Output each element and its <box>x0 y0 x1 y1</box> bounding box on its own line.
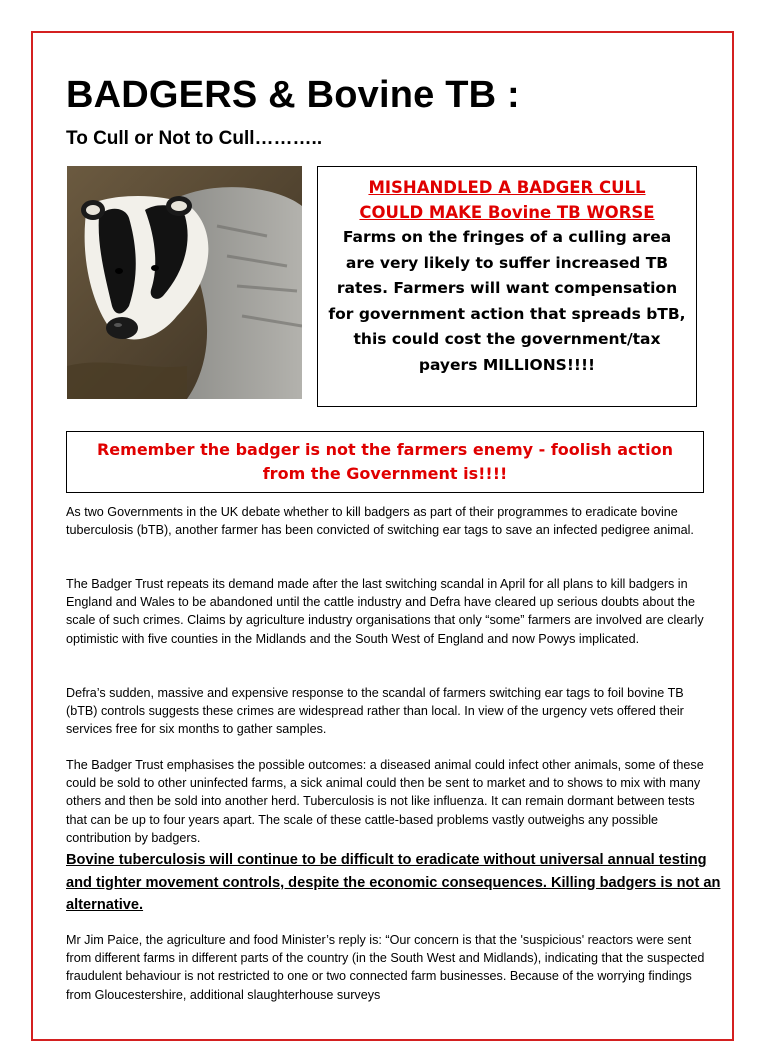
page-title: BADGERS & Bovine TB : <box>66 74 520 116</box>
paragraph-1: As two Governments in the UK debate whether to kill badgers as part of their programmes to eradicate bovine tuberculosis (bTB), another farmer has been convicted of switching ear tags to save an infected pedigree animal. <box>66 505 694 538</box>
warning-callout <box>317 166 697 407</box>
emphasis-statement: Bovine tuberculosis will continue to be difficult to eradicate without universal annual testing and tighter movement controls, despite the economic consequences. Killing badgers is not an alternative. <box>66 852 721 913</box>
callout-body-text: Farms on the fringes of a culling area are very likely to suffer increased TB rates. Farmers will want compensation for government action that spreads bTB, this could cost the government/tax payers MILLIONS!!!! <box>328 228 686 374</box>
banner-text: Remember the badger is not the farmers enemy - foolish action from the Government is!!!! <box>96 440 674 483</box>
badger-photo <box>67 166 302 399</box>
callout-heading-line-1: MISHANDLED A BADGER CULL <box>368 178 646 197</box>
callout-heading-line-2: COULD MAKE Bovine TB WORSE <box>359 203 655 222</box>
paragraph-4: The Badger Trust emphasises the possible outcomes: a diseased animal could infect other animals, some of these could be sold to other uninfected farms, a sick animal could then be sent to market and to shows to mix with many others and then be sold into another herd. Tuberculosis is not like influenza. It can remain dormant between tests that can be up to four years apart. The scale of these cattle-based problems vastly outweighs any possible contribution by badgers. <box>66 758 704 845</box>
page-subtitle: To Cull or Not to Cull……….. <box>66 128 323 149</box>
remember-banner <box>66 431 704 493</box>
paragraph-5: Mr Jim Paice, the agriculture and food Minister’s reply is: “Our concern is that the 'suspicious' reactors were sent from different farms in different parts of the country (in the South West and Midlands), indicating that the suspected fraudulent behaviour is not restricted to one or two connected farm businesses. Because of the worrying findings from Gloucestershire, additional slaughterhouse surveys <box>66 933 705 1002</box>
paragraph-3: Defra’s sudden, massive and expensive response to the scandal of farmers switching ear tags to foil bovine TB (bTB) controls suggests these crimes are widespread rather than local. In view of the urgency vets offered their services free for six months to gather samples. <box>66 686 684 737</box>
paragraph-2: The Badger Trust repeats its demand made after the last switching scandal in April for all plans to kill badgers in England and Wales to be abandoned until the cattle industry and Defra have cleared up serious doubts about the scale of such crimes. Claims by agriculture industry organisations that only “some” farmers are involved are clearly optimistic with five counties in the Midlands and the South West of England and now Powys implicated. <box>66 577 704 646</box>
